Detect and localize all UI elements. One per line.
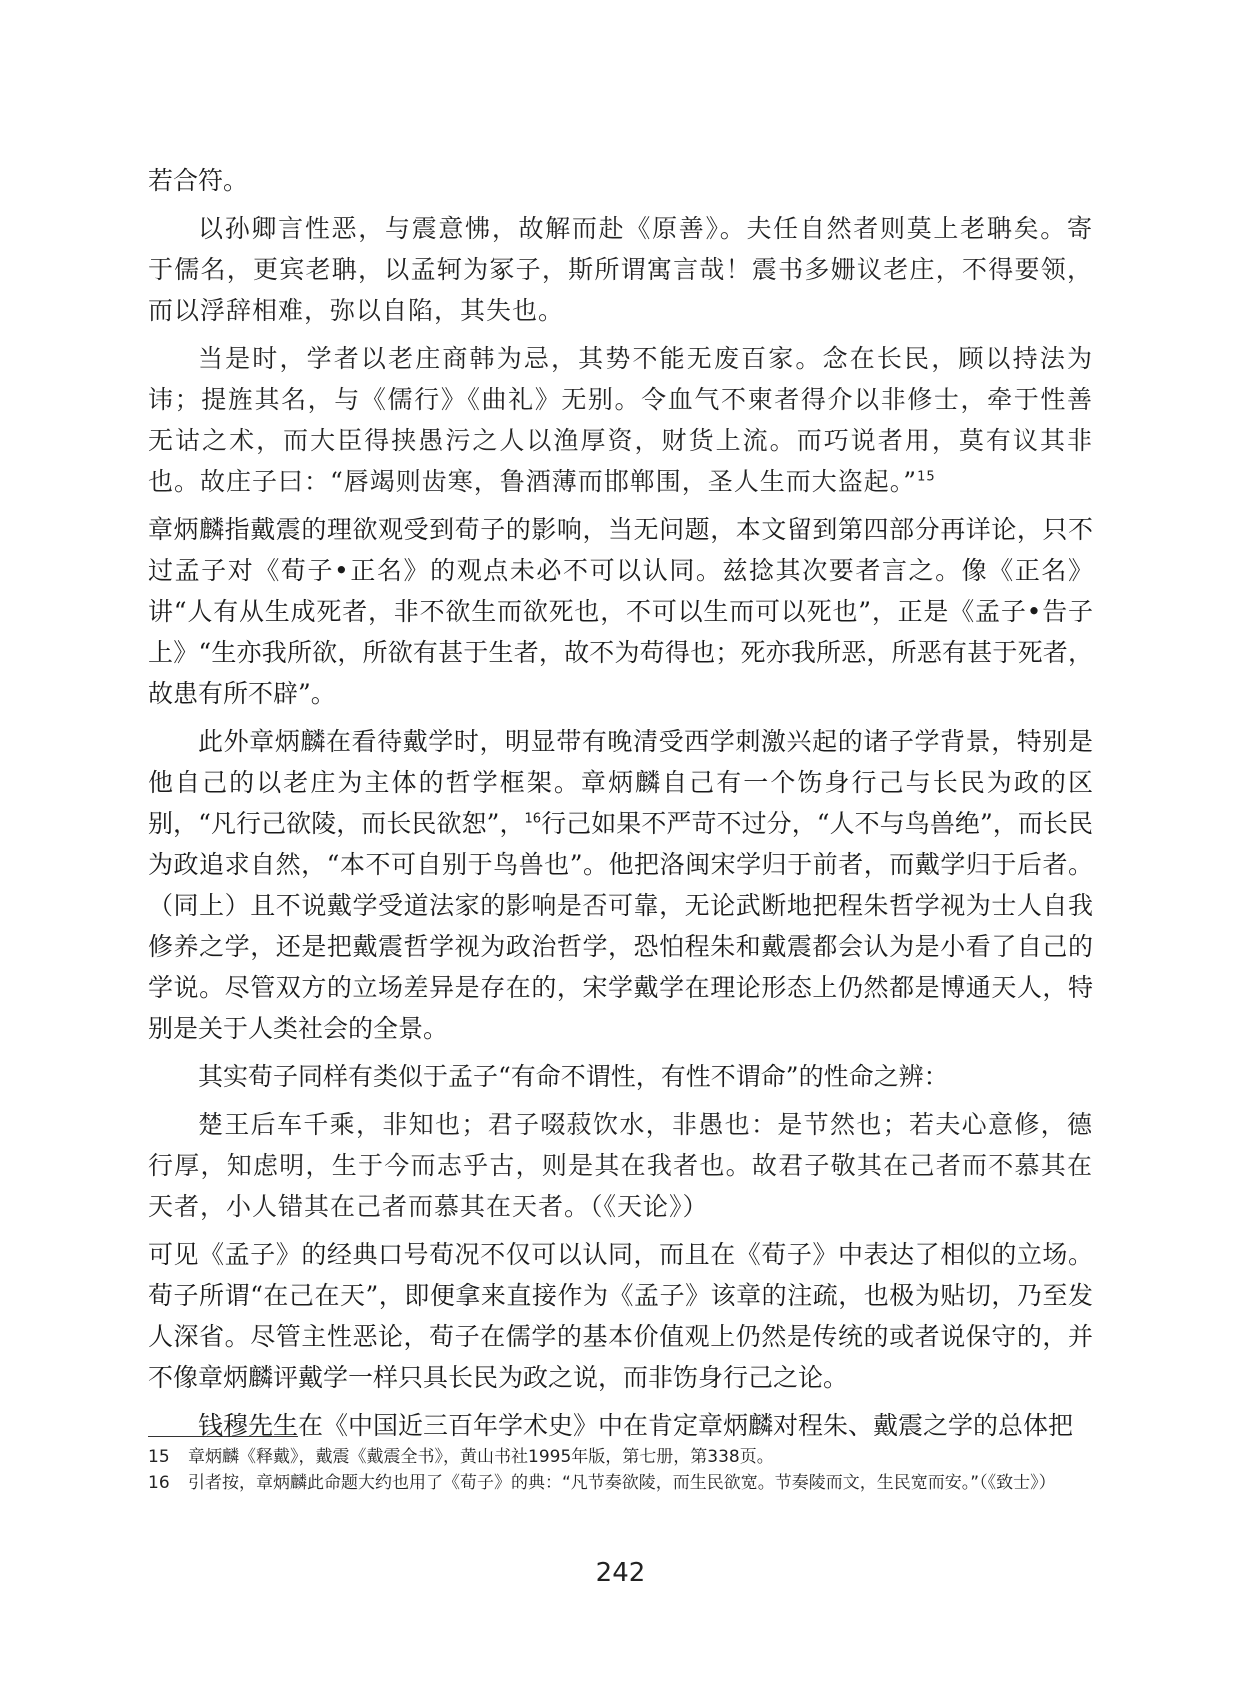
block-quote-1: 以孙卿言性恶，与震意怫，故解而赴《原善》。夫任自然者则莫上老聃矣。寄于儒名，更宾老聃，以孟轲为冢子，斯所谓寓言哉！震书多姗议老庄，不得要领，而以浮辞相难，弥以自陷，其失也。 (148, 214, 1093, 325)
footnote-text: 章炳麟《释戴》，戴震《戴震全书》，黄山书社1995年版，第七册，第338页。 (188, 1447, 774, 1467)
paragraph-6: 钱穆先生在《中国近三百年学术史》中在肯定章炳麟对程朱、戴震之学的总体把 (198, 1411, 1074, 1440)
page-body (148, 160, 1093, 1453)
block-quote-3: 楚王后车千乘，非知也；君子啜菽饮水，非愚也：是节然也；若夫心意修，德行厚，知虑明，生于今而志乎古，则是其在我者也。故君子敬其在己者而不慕其在天者，小人错其在己者而慕其在天者。（《天论》） (148, 1110, 1093, 1221)
footnote-number: 16 (148, 1473, 170, 1493)
page-number: 242 (595, 1558, 646, 1588)
footnote-16 (148, 1470, 1093, 1496)
footnote-ref-16[interactable]: 16 (524, 811, 542, 827)
footnote-text: 引者按，章炳麟此命题大约也用了《荀子》的典：“凡节奏欲陵，而生民欲宽。节奏陵而文，生民宽而安。”（《致士》） (188, 1473, 1056, 1493)
paragraph-continuation: 若合符。 (148, 166, 249, 195)
paragraph-3 (148, 721, 1093, 1049)
footnote-15 (148, 1444, 1093, 1470)
footnote-ref-15[interactable]: 15 (917, 469, 936, 485)
footnote-divider (148, 1436, 298, 1437)
paragraph-5: 可见《孟子》的经典口号荀况不仅可以认同，而且在《荀子》中表达了相似的立场。荀子所谓“在己在天”，即便拿来直接作为《孟子》该章的注疏，也极为贴切，乃至发人深省。尽管主性恶论，荀子在儒学的基本价值观上仍然是传统的或者说保守的，并不像章炳麟评戴学一样只具长民为政之说，而非饬身行己之论。 (148, 1240, 1093, 1392)
block-quote-2 (148, 338, 1093, 502)
paragraph-3-text-a: 此外章炳麟在看待戴学时，明显带有晚清受西学刺激兴起的诸子学背景，特别是他自己的以老庄为主体的哲学框架。章炳麟自己有一个饬身行己与长民为政的区别，“凡行己欲陵，而长民欲恕”， (148, 727, 1093, 838)
paragraph-2: 章炳麟指戴震的理欲观受到荀子的影响，当无问题，本文留到第四部分再详论，只不过孟子对《荀子•正名》的观点未必不可以认同。兹捻其次要者言之。像《正名》讲“人有从生成死者，非不欲生而欲死也，不可以生而可以死也”，正是《孟子•告子上》“生亦我所欲，所欲有甚于生者，故不为苟得也；死亦我所恶，所恶有甚于死者，故患有所不辟”。 (148, 515, 1093, 708)
footnote-number: 15 (148, 1447, 170, 1467)
footnotes (148, 1444, 1093, 1496)
block-quote-2-text: 当是时，学者以老庄商韩为忌，其势不能无废百家。念在长民，顾以持法为讳；提旌其名，与《儒行》《曲礼》无别。令血气不柬者得介以非修士，牵于性善无诂之术，而大臣得挟愚污之人以渔厚资，财货上流。而巧说者用，莫有议其非也。故庄子曰：“唇竭则齿寒，鲁酒薄而邯郸围，圣人生而大盗起。” (148, 344, 1093, 496)
paragraph-4: 其实荀子同样有类似于孟子“有命不谓性，有性不谓命”的性命之辨： (198, 1062, 949, 1091)
paragraph-3-text-b: 行己如果不严苛不过分，“人不与鸟兽绝”，而长民为政追求自然，“本不可自别于鸟兽也”。他把洛闽宋学归于前者，而戴学归于后者。（同上）且不说戴学受道法家的影响是否可靠，无论武断地把程朱哲学视为士人自我修养之学，还是把戴震哲学视为政治哲学，恐怕程朱和戴震都会认为是小看了自己的学说。尽管双方的立场差异是存在的，宋学戴学在理论形态上仍然都是博通天人，特别是关于人类社会的全景。 (148, 809, 1093, 1043)
